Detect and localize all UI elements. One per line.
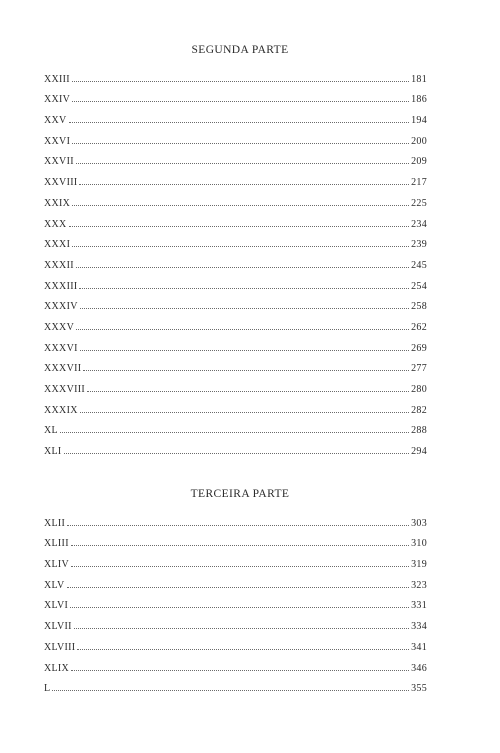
page-number: 239 bbox=[411, 239, 427, 251]
toc-list-terceira-parte bbox=[44, 508, 427, 694]
dot-leader bbox=[76, 328, 409, 330]
toc-entry bbox=[44, 85, 427, 106]
dot-leader bbox=[80, 349, 409, 351]
chapter-label: XLI bbox=[44, 446, 62, 458]
dot-leader bbox=[72, 142, 409, 144]
chapter-label: XXIII bbox=[44, 73, 70, 85]
toc-entry bbox=[44, 354, 427, 375]
page-number: 234 bbox=[411, 218, 427, 230]
toc-entry bbox=[44, 416, 427, 437]
section-title-terceira-parte: TERCEIRA PARTE bbox=[190, 488, 290, 500]
chapter-label: XXXVII bbox=[44, 363, 82, 375]
chapter-label: XLVI bbox=[44, 600, 69, 612]
toc-entry bbox=[44, 508, 427, 529]
page-number: 225 bbox=[411, 197, 427, 209]
toc-entry bbox=[44, 436, 427, 457]
dot-leader bbox=[69, 225, 410, 227]
chapter-label: XXXVIII bbox=[44, 384, 85, 395]
dot-leader bbox=[70, 606, 409, 608]
dot-leader bbox=[83, 369, 409, 371]
page-number: 200 bbox=[411, 135, 427, 147]
chapter-label: XXXVI bbox=[44, 342, 78, 354]
chapter-label: XXXII bbox=[44, 259, 74, 271]
page-number: 319 bbox=[411, 559, 427, 571]
page-number: 346 bbox=[411, 662, 427, 674]
toc-list-segunda-parte bbox=[44, 64, 427, 457]
dot-leader bbox=[74, 627, 409, 629]
chapter-label: XLIX bbox=[44, 662, 70, 674]
toc-entry bbox=[44, 395, 427, 416]
chapter-label: XLVIII bbox=[44, 641, 76, 653]
page-number: 294 bbox=[411, 446, 427, 458]
toc-entry bbox=[44, 64, 427, 85]
chapter-label: XXXIV bbox=[44, 301, 78, 313]
chapter-label: XL bbox=[44, 425, 58, 437]
chapter-label: XLIII bbox=[44, 538, 69, 550]
toc-entry bbox=[44, 105, 427, 126]
chapter-label: XLVII bbox=[44, 621, 72, 633]
page-number: 288 bbox=[411, 425, 427, 437]
dot-leader bbox=[80, 307, 409, 309]
dot-leader bbox=[52, 689, 409, 691]
chapter-label: XXIX bbox=[44, 197, 71, 209]
chapter-label: XXVI bbox=[44, 135, 71, 147]
toc-entry bbox=[44, 632, 427, 653]
page-number: 262 bbox=[411, 321, 427, 333]
dot-leader bbox=[71, 565, 409, 567]
dot-leader bbox=[72, 80, 409, 82]
toc-entry bbox=[44, 147, 427, 168]
toc-entry bbox=[44, 374, 427, 395]
toc-entry bbox=[44, 250, 427, 271]
toc-entry bbox=[44, 591, 427, 612]
page-number: 303 bbox=[411, 517, 427, 529]
chapter-label: XXXI bbox=[44, 239, 71, 251]
dot-leader bbox=[87, 390, 409, 392]
dot-leader bbox=[72, 204, 409, 206]
dot-leader bbox=[64, 452, 410, 454]
page-number: 355 bbox=[411, 683, 427, 695]
page-number: 269 bbox=[411, 342, 427, 354]
toc-entry bbox=[44, 126, 427, 147]
page-number: 280 bbox=[411, 384, 427, 395]
chapter-label: XLIV bbox=[44, 559, 70, 571]
page-number: 245 bbox=[411, 259, 427, 271]
page-number: 331 bbox=[411, 600, 427, 612]
toc-entry bbox=[44, 611, 427, 632]
toc-entry bbox=[44, 570, 427, 591]
page-number: 194 bbox=[411, 115, 427, 127]
page-number: 209 bbox=[411, 156, 427, 168]
dot-leader bbox=[77, 648, 409, 650]
toc-entry bbox=[44, 292, 427, 313]
dot-leader bbox=[72, 245, 409, 247]
chapter-label: XXX bbox=[44, 218, 67, 230]
dot-leader bbox=[60, 431, 409, 433]
page-number: 217 bbox=[411, 177, 427, 189]
page-number: 277 bbox=[411, 363, 427, 375]
page-number: 334 bbox=[411, 621, 427, 633]
dot-leader bbox=[71, 544, 409, 546]
chapter-label: XXVIII bbox=[44, 177, 78, 189]
chapter-label: XXVII bbox=[44, 156, 74, 168]
chapter-label: XXXIX bbox=[44, 404, 78, 416]
toc-entry bbox=[44, 333, 427, 354]
toc-entry bbox=[44, 312, 427, 333]
toc-entry bbox=[44, 549, 427, 570]
page-number: 282 bbox=[411, 404, 427, 416]
chapter-label: L bbox=[44, 683, 51, 695]
page-number: 323 bbox=[411, 579, 427, 591]
page-number: 310 bbox=[411, 538, 427, 550]
chapter-label: XXIV bbox=[44, 94, 71, 106]
dot-leader bbox=[79, 287, 409, 289]
dot-leader bbox=[67, 524, 409, 526]
toc-entry bbox=[44, 230, 427, 251]
toc-entry bbox=[44, 209, 427, 230]
chapter-label: XXXIII bbox=[44, 280, 78, 292]
dot-leader bbox=[76, 266, 409, 268]
dot-leader bbox=[72, 100, 409, 102]
toc-entry bbox=[44, 529, 427, 550]
section-title-segunda-parte: SEGUNDA PARTE bbox=[191, 44, 289, 56]
toc-entry bbox=[44, 674, 427, 695]
page-number: 258 bbox=[411, 301, 427, 313]
page-number: 186 bbox=[411, 94, 427, 106]
chapter-label: XXXV bbox=[44, 321, 75, 333]
dot-leader bbox=[80, 411, 409, 413]
page-number: 341 bbox=[411, 641, 427, 653]
chapter-label: XXV bbox=[44, 115, 67, 127]
toc-entry bbox=[44, 167, 427, 188]
page-number: 181 bbox=[411, 73, 427, 85]
toc-entry bbox=[44, 653, 427, 674]
chapter-label: XLV bbox=[44, 579, 65, 591]
toc-entry bbox=[44, 188, 427, 209]
toc-entry bbox=[44, 271, 427, 292]
dot-leader bbox=[71, 669, 409, 671]
chapter-label: XLII bbox=[44, 517, 66, 529]
page-number: 254 bbox=[411, 280, 427, 292]
dot-leader bbox=[79, 183, 409, 185]
dot-leader bbox=[76, 162, 409, 164]
dot-leader bbox=[69, 121, 410, 123]
dot-leader bbox=[67, 586, 410, 588]
